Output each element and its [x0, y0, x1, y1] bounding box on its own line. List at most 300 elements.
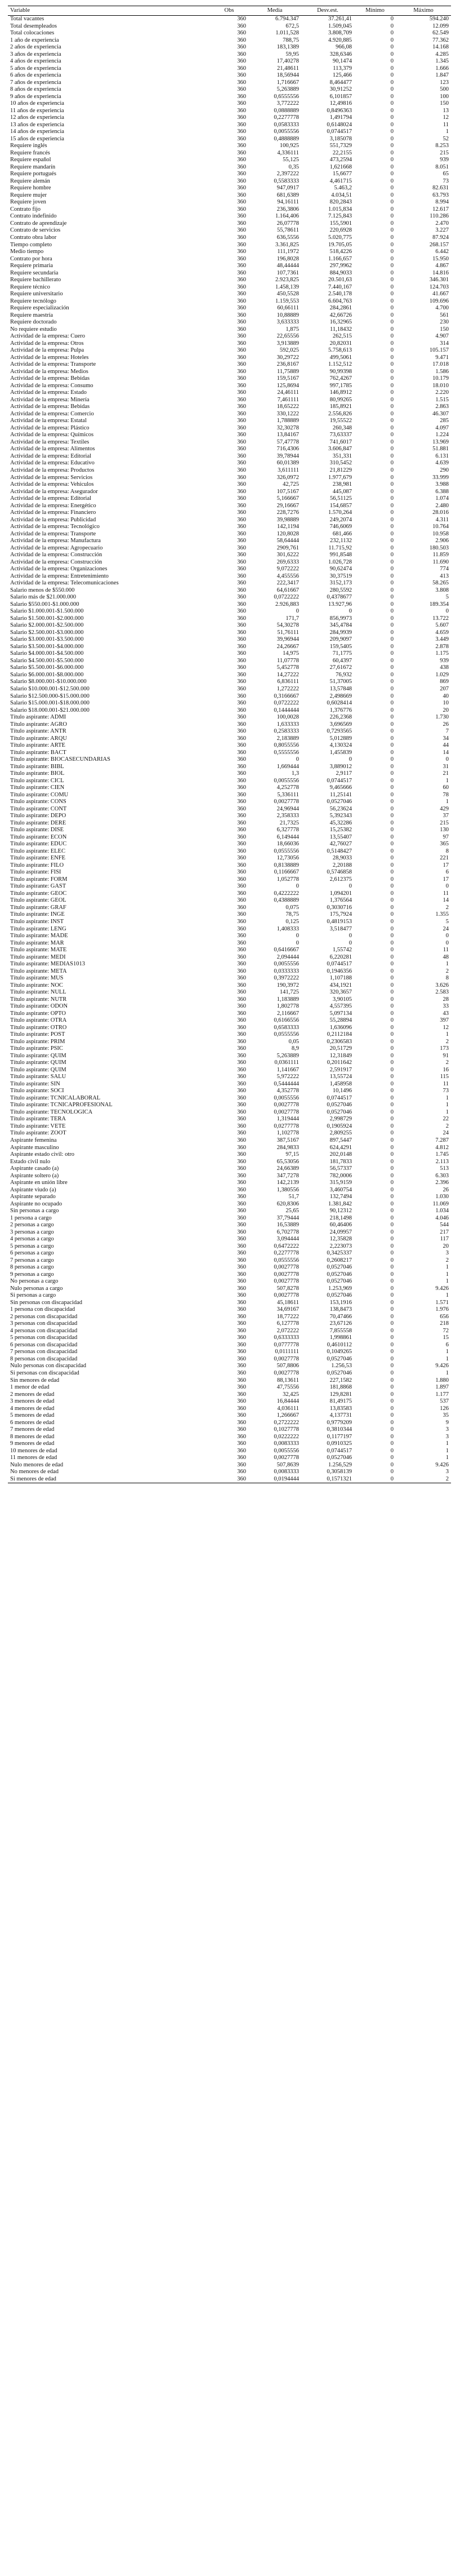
cell-mean: 0,1444444: [274, 707, 299, 713]
cell-mean: 0,0277778: [274, 1123, 299, 1129]
cell-mean: 0,0111111: [275, 1349, 299, 1355]
cell-max: 215: [440, 149, 449, 156]
cell-min: 0: [390, 664, 394, 671]
cell-mean: 0,8055556: [274, 742, 299, 749]
cell-max: 1.730: [435, 714, 449, 721]
cell-variable: Requiere español: [10, 157, 51, 163]
cell-max: 4.046: [435, 1214, 449, 1221]
table-row: [8, 72, 451, 79]
cell-variable: Título aspirante: TECNOLOGICA: [10, 1109, 93, 1115]
table-row: [8, 475, 451, 482]
cell-std-dev: 0,1905924: [327, 1123, 352, 1129]
cell-obs: 360: [237, 819, 246, 826]
cell-max: 10.958: [432, 530, 449, 537]
cell-max: 124.703: [429, 283, 449, 290]
cell-obs: 360: [237, 1172, 246, 1179]
cell-min: 0: [390, 396, 394, 403]
cell-min: 0: [390, 488, 394, 495]
cell-variable: Contrato de aprendizaje: [10, 220, 67, 227]
cell-min: 0: [390, 1158, 394, 1165]
cell-obs: 360: [237, 904, 246, 911]
cell-mean: 11,07778: [277, 657, 299, 664]
cell-obs: 360: [237, 277, 246, 283]
cell-std-dev: 56,57337: [329, 1165, 352, 1172]
table-row: [8, 1159, 451, 1166]
table-row: [8, 178, 451, 185]
cell-min: 0: [390, 904, 394, 911]
cell-std-dev: 0,9779209: [327, 1419, 352, 1426]
cell-std-dev: 0,0527046: [327, 1455, 352, 1461]
cell-max: 2: [445, 904, 449, 911]
cell-variable: 10 años de experiencia: [10, 100, 64, 107]
cell-variable: Aspirante no ocupado: [10, 1200, 62, 1207]
cell-mean: 450,5528: [276, 291, 299, 298]
cell-mean: 0,0027778: [274, 799, 299, 805]
cell-variable: Título aspirante: BACT: [10, 749, 66, 756]
cell-mean: 2,072222: [276, 1327, 299, 1334]
cell-max: 22: [443, 1116, 449, 1123]
cell-mean: 11,75889: [277, 368, 299, 375]
cell-obs: 360: [237, 728, 246, 735]
cell-max: 123: [440, 79, 449, 86]
cell-max: 4.907: [435, 333, 449, 340]
cell-variable: 4 personas con discapacidad: [10, 1327, 78, 1334]
cell-obs: 360: [237, 1419, 246, 1426]
cell-min: 0: [390, 44, 394, 51]
cell-obs: 360: [237, 1363, 246, 1369]
cell-variable: Actividad de la empresa: Construcción: [10, 552, 102, 558]
cell-std-dev: 284,2861: [329, 305, 352, 312]
cell-max: 656: [440, 1313, 449, 1320]
cell-variable: Salario $15.000.001-$18.000.000: [10, 700, 90, 707]
cell-variable: 3 personas con discapacidad: [10, 1320, 78, 1327]
cell-std-dev: 4,137731: [329, 1412, 352, 1419]
cell-std-dev: 4,461715: [329, 178, 352, 184]
cell-obs: 360: [237, 1038, 246, 1045]
cell-max: 150: [440, 100, 449, 107]
cell-std-dev: 37.261,41: [328, 16, 352, 22]
cell-variable: Título aspirante: QUIM: [10, 1052, 66, 1059]
cell-min: 0: [390, 1334, 394, 1341]
cell-max: 10: [443, 700, 449, 707]
cell-obs: 360: [237, 1299, 246, 1306]
table-row: [8, 1017, 451, 1025]
cell-max: 218: [440, 1320, 449, 1327]
cell-obs: 360: [237, 255, 246, 262]
cell-obs: 360: [237, 587, 246, 593]
table-row: [8, 213, 451, 220]
cell-obs: 360: [237, 643, 246, 650]
cell-variable: Aspirante masculino: [10, 1144, 59, 1151]
cell-min: 0: [390, 1292, 394, 1299]
cell-std-dev: 159,5405: [329, 643, 352, 650]
table-row: [8, 1010, 451, 1018]
table-row: [8, 1053, 451, 1060]
cell-max: 28: [443, 996, 449, 1003]
cell-std-dev: 897,5447: [329, 1137, 352, 1143]
table-row: [8, 1208, 451, 1215]
cell-std-dev: 16,32965: [329, 319, 352, 326]
table-row: [8, 150, 451, 157]
cell-max: 13.969: [432, 438, 449, 445]
cell-std-dev: 1,55742: [332, 947, 352, 954]
cell-mean: 2,183889: [276, 735, 299, 742]
cell-max: 63.793: [432, 192, 449, 198]
cell-min: 0: [390, 954, 394, 960]
cell-mean: 17,40278: [276, 58, 299, 65]
cell-mean: 301,6222: [276, 552, 299, 558]
cell-mean: 0,0083333: [274, 1469, 299, 1475]
cell-min: 0: [390, 340, 394, 347]
cell-std-dev: 0: [349, 933, 352, 939]
cell-min: 0: [390, 1391, 394, 1398]
cell-min: 0: [390, 833, 394, 840]
cell-variable: Título aspirante: TCNICALABORAL: [10, 1094, 101, 1101]
cell-variable: Actividad de la empresa: Telecomunicaciones: [10, 580, 119, 587]
cell-std-dev: 434,1921: [329, 982, 352, 988]
cell-mean: 48,44444: [276, 263, 299, 269]
cell-min: 0: [390, 848, 394, 854]
cell-std-dev: 125,466: [332, 72, 352, 79]
cell-variable: No requiere estudio: [10, 326, 57, 332]
cell-max: 939: [440, 657, 449, 664]
cell-obs: 360: [237, 700, 246, 707]
cell-variable: 11 años de experiencia: [10, 107, 64, 114]
cell-obs: 360: [237, 44, 246, 51]
table-row: [8, 44, 451, 51]
cell-min: 0: [390, 404, 394, 410]
cell-std-dev: 13,55724: [329, 1074, 352, 1080]
cell-variable: Requiere maestría: [10, 312, 53, 318]
cell-max: 1.586: [435, 368, 449, 375]
cell-variable: Título aspirante: ADMI: [10, 714, 66, 721]
cell-max: 87.924: [432, 234, 449, 241]
cell-variable: Contrato fijo: [10, 206, 41, 212]
cell-max: 3.988: [435, 481, 449, 488]
cell-std-dev: 7.440,167: [328, 283, 352, 290]
table-row: [8, 820, 451, 827]
cell-obs: 360: [237, 291, 246, 298]
cell-obs: 360: [237, 1355, 246, 1362]
cell-mean: 0,0555556: [274, 1031, 299, 1038]
cell-max: 1: [445, 1292, 449, 1299]
cell-std-dev: 19.705,05: [328, 241, 352, 248]
cell-mean: 5,166667: [276, 495, 299, 502]
cell-variable: Aspirante viudo (a): [10, 1186, 56, 1193]
cell-min: 0: [390, 721, 394, 728]
cell-variable: Salario $10.000.001-$12.500.000: [10, 685, 90, 692]
cell-variable: Título aspirante: FORM: [10, 876, 68, 883]
cell-variable: Actividad de la empresa: Vehículos: [10, 481, 94, 488]
table-row: [8, 559, 451, 566]
table-row: [8, 1201, 451, 1208]
cell-obs: 360: [237, 1165, 246, 1172]
cell-std-dev: 0,5746858: [327, 869, 352, 876]
cell-mean: 3.361,825: [275, 241, 299, 248]
cell-min: 0: [390, 756, 394, 763]
cell-obs: 360: [237, 65, 246, 72]
cell-variable: Salario $6.000.001-$8.000.000: [10, 671, 84, 678]
cell-std-dev: 1.015,834: [328, 206, 352, 212]
cell-mean: 21,7325: [279, 819, 299, 826]
cell-obs: 360: [237, 721, 246, 728]
cell-obs: 360: [237, 989, 246, 996]
cell-min: 0: [390, 65, 394, 72]
cell-mean: 0,0027778: [274, 1370, 299, 1376]
cell-max: 1: [445, 1264, 449, 1271]
table-row: [8, 411, 451, 418]
cell-variable: Título aspirante: BIBL: [10, 763, 64, 770]
cell-obs: 360: [237, 361, 246, 368]
table-row: [8, 446, 451, 453]
cell-mean: 3,611111: [278, 467, 299, 473]
table-row: [8, 693, 451, 700]
cell-min: 0: [390, 996, 394, 1003]
cell-min: 0: [390, 742, 394, 749]
cell-obs: 360: [237, 1306, 246, 1313]
cell-max: 1.224: [435, 432, 449, 438]
cell-max: 513: [440, 1165, 449, 1172]
table-row: [8, 1349, 451, 1356]
cell-mean: 0,5555556: [274, 749, 299, 756]
cell-obs: 360: [237, 199, 246, 206]
cell-obs: 360: [237, 1426, 246, 1433]
cell-obs: 360: [237, 1341, 246, 1348]
cell-max: 9: [445, 1419, 449, 1426]
cell-obs: 360: [237, 1222, 246, 1229]
table-row: [8, 869, 451, 876]
cell-mean: 507,8278: [276, 1285, 299, 1292]
cell-obs: 360: [237, 552, 246, 558]
cell-max: 11.069: [432, 1200, 449, 1207]
cell-max: 4.285: [435, 51, 449, 57]
table-row: [8, 1116, 451, 1123]
cell-mean: 32,30278: [276, 424, 299, 431]
cell-obs: 360: [237, 283, 246, 290]
table-row: [8, 185, 451, 192]
cell-obs: 360: [237, 524, 246, 530]
cell-std-dev: 1,636096: [329, 1024, 352, 1031]
cell-variable: Actividad de la empresa: Minería: [10, 396, 90, 403]
cell-min: 0: [390, 558, 394, 565]
cell-obs: 360: [237, 805, 246, 812]
cell-obs: 360: [237, 396, 246, 403]
cell-max: 20: [443, 707, 449, 713]
cell-max: 869: [440, 679, 449, 685]
table-row: [8, 855, 451, 862]
cell-mean: 47,75556: [276, 1384, 299, 1391]
cell-mean: 0,0027778: [274, 1355, 299, 1362]
cell-std-dev: 51,37005: [329, 679, 352, 685]
cell-mean: 18,65222: [276, 404, 299, 410]
cell-min: 0: [390, 813, 394, 819]
cell-min: 0: [390, 749, 394, 756]
cell-std-dev: 1.166,657: [328, 255, 352, 262]
cell-obs: 360: [237, 319, 246, 326]
table-row: [8, 926, 451, 933]
cell-max: 290: [440, 467, 449, 473]
cell-min: 0: [390, 418, 394, 424]
cell-obs: 360: [237, 939, 246, 946]
cell-variable: Si personas con discapacidad: [10, 1370, 79, 1376]
cell-obs: 360: [237, 1327, 246, 1334]
cell-variable: 8 personas a cargo: [10, 1264, 54, 1271]
cell-std-dev: 0,0527046: [327, 799, 352, 805]
cell-min: 0: [390, 1370, 394, 1376]
cell-variable: Requiere universitario: [10, 291, 63, 298]
cell-mean: 0,0027778: [274, 1109, 299, 1115]
cell-obs: 360: [237, 347, 246, 354]
cell-mean: 94,16111: [277, 199, 299, 206]
cell-std-dev: 7.125,843: [328, 213, 352, 220]
cell-mean: 6,127778: [276, 1320, 299, 1327]
cell-min: 0: [390, 947, 394, 954]
cell-max: 14: [443, 897, 449, 904]
cell-max: 397: [440, 1017, 449, 1024]
table-row: [8, 432, 451, 439]
cell-obs: 360: [237, 1405, 246, 1412]
cell-max: 18.010: [432, 382, 449, 389]
cell-std-dev: 0,3810344: [327, 1426, 352, 1433]
table-row: [8, 517, 451, 524]
header-min: Mínimo: [365, 7, 385, 14]
cell-mean: 159,5167: [276, 375, 299, 382]
cell-std-dev: 0,0527046: [327, 1292, 352, 1299]
cell-obs: 360: [237, 474, 246, 481]
table-row: [8, 1250, 451, 1257]
cell-obs: 360: [237, 404, 246, 410]
cell-min: 0: [390, 982, 394, 988]
cell-obs: 360: [237, 157, 246, 163]
cell-std-dev: 71,1775: [332, 650, 352, 657]
cell-max: 0: [445, 883, 449, 890]
cell-mean: 0: [296, 933, 299, 939]
cell-variable: 5 menores de edad: [10, 1412, 55, 1419]
cell-mean: 5,263889: [276, 86, 299, 93]
cell-obs: 360: [237, 163, 246, 170]
cell-mean: 0,0888889: [274, 107, 299, 114]
cell-min: 0: [390, 199, 394, 206]
cell-obs: 360: [237, 1074, 246, 1080]
cell-mean: 0,0055556: [274, 777, 299, 784]
cell-variable: Título aspirante: MATE: [10, 947, 67, 954]
cell-std-dev: 280,5592: [329, 587, 352, 593]
cell-max: 77.362: [432, 37, 449, 43]
cell-std-dev: 209,9097: [329, 636, 352, 643]
cell-obs: 360: [237, 1010, 246, 1017]
table-row: [8, 587, 451, 595]
cell-obs: 360: [237, 93, 246, 100]
cell-variable: Nulo personas a cargo: [10, 1285, 63, 1292]
cell-obs: 360: [237, 657, 246, 664]
cell-max: 26: [443, 721, 449, 728]
cell-max: 561: [440, 312, 449, 318]
cell-min: 0: [390, 157, 394, 163]
cell-max: 1: [445, 1102, 449, 1109]
cell-mean: 0: [296, 608, 299, 615]
cell-obs: 360: [237, 467, 246, 473]
cell-mean: 3,913889: [276, 340, 299, 347]
table-row: [8, 538, 451, 545]
cell-mean: 0,0555556: [274, 848, 299, 854]
cell-std-dev: 0,1946356: [327, 968, 352, 974]
table-row: [8, 277, 451, 284]
cell-variable: Requiere secundaria: [10, 269, 59, 276]
cell-obs: 360: [237, 1045, 246, 1052]
cell-max: 1: [445, 799, 449, 805]
cell-max: 1: [445, 128, 449, 135]
cell-std-dev: 56,51125: [330, 495, 352, 502]
cell-obs: 360: [237, 368, 246, 375]
cell-min: 0: [390, 890, 394, 897]
cell-obs: 360: [237, 1094, 246, 1101]
cell-mean: 3,772222: [276, 100, 299, 107]
table-row: [8, 799, 451, 806]
cell-min: 0: [390, 107, 394, 114]
cell-max: 2: [445, 1475, 449, 1482]
table-row: [8, 1398, 451, 1406]
cell-mean: 2,397222: [276, 171, 299, 178]
cell-max: 8.051: [435, 163, 449, 170]
cell-max: 2: [445, 1038, 449, 1045]
cell-max: 11: [443, 121, 449, 128]
cell-min: 0: [390, 163, 394, 170]
cell-std-dev: 4.920,885: [328, 37, 352, 43]
cell-mean: 636,5556: [276, 234, 299, 241]
cell-variable: Actividad de la empresa: Manufactura: [10, 538, 101, 544]
cell-variable: Título aspirante: COMU: [10, 791, 69, 798]
cell-std-dev: 3152,173: [329, 580, 352, 587]
cell-mean: 1.458,139: [275, 283, 299, 290]
cell-obs: 360: [237, 1412, 246, 1419]
cell-mean: 0,0027778: [274, 1271, 299, 1278]
cell-min: 0: [390, 171, 394, 178]
table-row: [8, 1356, 451, 1363]
table-row: [8, 707, 451, 715]
cell-min: 0: [390, 432, 394, 438]
cell-mean: 236,8167: [276, 361, 299, 368]
cell-mean: 16,84444: [276, 1398, 299, 1405]
cell-std-dev: 310,5452: [329, 460, 352, 467]
table-row: [8, 460, 451, 467]
table-row: [8, 1130, 451, 1137]
cell-std-dev: 132,7494: [329, 1194, 352, 1200]
cell-max: 3: [445, 1469, 449, 1475]
cell-std-dev: 966,08: [336, 44, 352, 51]
cell-obs: 360: [237, 192, 246, 198]
cell-min: 0: [390, 1003, 394, 1010]
cell-min: 0: [390, 1299, 394, 1306]
table-row: [8, 242, 451, 249]
cell-min: 0: [390, 319, 394, 326]
cell-min: 0: [390, 1320, 394, 1327]
cell-mean: 32,425: [283, 1391, 299, 1398]
cell-obs: 360: [237, 86, 246, 93]
cell-min: 0: [390, 735, 394, 742]
table-row: [8, 136, 451, 143]
cell-mean: 0,05: [288, 1038, 299, 1045]
cell-max: 2.878: [435, 643, 449, 650]
cell-variable: Salario $1.000.001-$1.500.000: [10, 608, 84, 615]
cell-variable: 9 años de experiencia: [10, 93, 61, 100]
table-row: [8, 1067, 451, 1074]
cell-max: 10.764: [432, 524, 449, 530]
cell-mean: 2,116667: [277, 1010, 299, 1017]
table-row: [8, 284, 451, 291]
cell-std-dev: 5,097134: [329, 1010, 352, 1017]
table-row: [8, 552, 451, 559]
cell-max: 173: [440, 1045, 449, 1052]
